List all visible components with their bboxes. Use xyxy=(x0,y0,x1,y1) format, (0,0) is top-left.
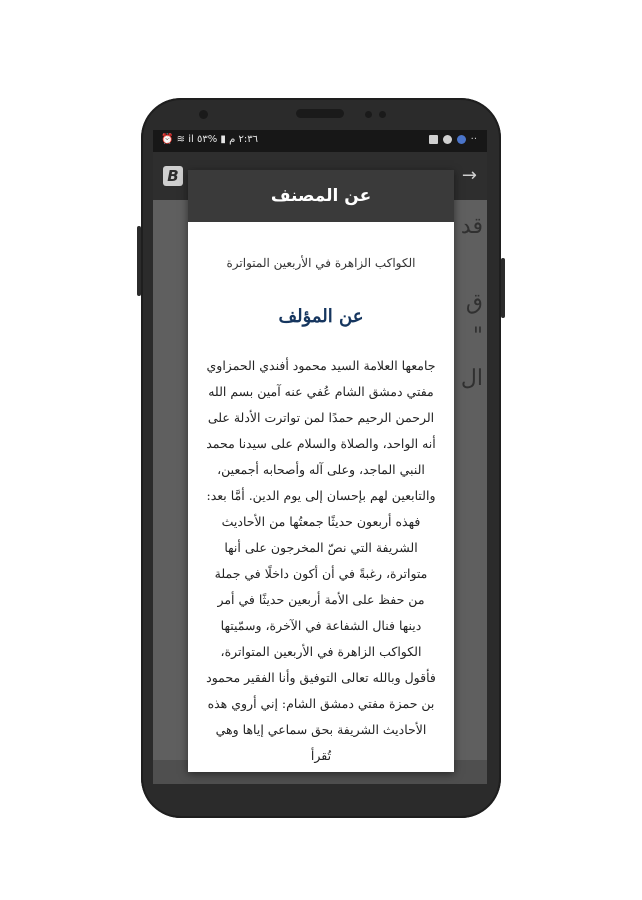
background-text: ال xyxy=(460,366,483,391)
background-text: قد xyxy=(460,214,483,239)
sensor-dot xyxy=(379,111,386,118)
book-title: الكواكب الزاهرة في الأربعين المتواترة xyxy=(226,256,416,270)
dialog-content[interactable] xyxy=(188,222,454,772)
sensor-dot xyxy=(365,111,372,118)
status-bar xyxy=(153,130,487,152)
background-text: " xyxy=(472,324,483,349)
notification-icons xyxy=(429,134,477,145)
signal-icon: il xyxy=(188,134,194,145)
phone-frame xyxy=(141,98,501,818)
back-arrow-icon[interactable]: → xyxy=(461,165,477,186)
power-button xyxy=(501,258,505,318)
background-text: ق xyxy=(465,290,483,315)
section-title: عن المؤلف xyxy=(278,306,364,327)
wifi-icon: ≋ xyxy=(176,134,186,145)
gallery-icon xyxy=(429,135,438,144)
front-camera-icon xyxy=(199,110,208,119)
screen xyxy=(153,130,487,784)
about-dialog xyxy=(188,170,454,772)
more-dots-icon: ·· xyxy=(470,134,477,145)
messenger-icon xyxy=(457,135,466,144)
battery-icon: ▮ xyxy=(220,134,226,145)
speaker-grille xyxy=(296,109,344,118)
dialog-title: عن المصنف xyxy=(188,170,454,222)
alarm-icon: ⏰ xyxy=(161,134,174,145)
status-time: ٢:٣٦ م xyxy=(229,134,258,145)
app-notification-icon xyxy=(443,135,452,144)
app-logo-icon: B xyxy=(163,166,183,186)
status-info xyxy=(161,134,258,145)
status-battery: %٥٣ xyxy=(196,134,218,145)
author-text: جامعها العلامة السيد محمود أفندي الحمزاوي مفتي دمشق الشام عُفي عنه آمين بسم الله الرحمن الرحيم حمدًا لمن تواترت الأدلة على أنه الواحد، والصلاة والسلام على سيدنا محمد النبي الماجد، وعلى آله وأصحابه أجمعين، والتابعين لهم بإحسان إلى يوم الدين. أمَّا بعد: فهذه أربعون حديثًا جمعتُها من الأحاديث الشريفة التي نصّ المخرجون على أنها متواترة، رغبةً في أن أكون داخلًا في جملة من حفظ على الأمة أربعين حديثًا في أمر دينها فنال الشفاعة في الآخرة، وسمّيتها الكواكب الزاهرة في الأربعين المتواترة، فأقول وبالله تعالى التوفيق وأنا الفقير محمود بن حمزة مفتي دمشق الشام: إني أروي هذه الأحاديث الشريفة بحق سماعي إياها وهي تُقرأ xyxy=(206,358,436,763)
volume-button xyxy=(137,226,141,296)
